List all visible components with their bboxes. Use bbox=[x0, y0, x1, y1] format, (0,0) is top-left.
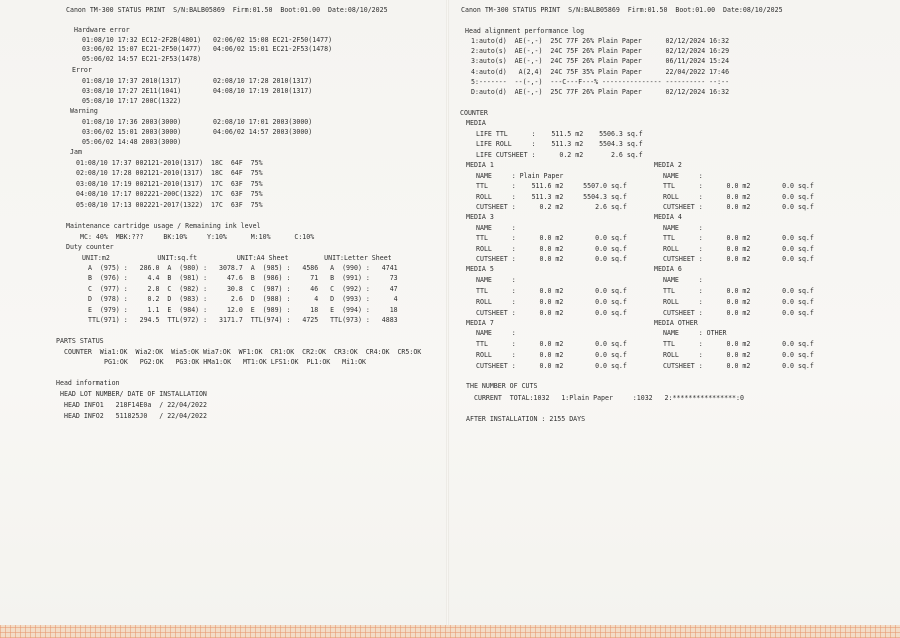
duty-counter-row: A (975) : 286.0 A (980) : 3078.7 A (985) : 4586 A (990) : 4741 bbox=[88, 264, 398, 272]
media-block-line: CUTSHEET : 0.0 m2 0.0 sq.f bbox=[476, 362, 627, 370]
error-line: 05:08/10 17:17 200C(1322) bbox=[82, 97, 182, 105]
error-title: Error bbox=[72, 66, 92, 74]
head-alignment-line: 5:------- --(-,-) ---C---F---% --------------- ---------- --:-- bbox=[471, 78, 730, 86]
media-block-title: MEDIA 3 bbox=[466, 213, 494, 221]
parts-status-title: PARTS STATUS bbox=[56, 337, 104, 345]
media-block-line: CUTSHEET : 0.0 m2 0.0 sq.f bbox=[663, 362, 814, 370]
left-page-header: Canon TM-300 STATUS PRINT S/N:BALB05869 Firm:01.50 Boot:01.00 Date:08/10/2025 bbox=[66, 6, 388, 14]
maintenance-line: MC: 40% MBK:??? BK:10% Y:10% M:10% C:10% bbox=[80, 233, 315, 241]
media-block-title: MEDIA 7 bbox=[466, 319, 494, 327]
duty-counter-header: UNIT:m2 UNIT:sq.ft UNIT:A4 Sheet UNIT:Letter Sheet bbox=[82, 254, 392, 262]
media-block-line: NAME : bbox=[663, 276, 703, 284]
hardware-error-line: 01:08/10 17:32 EC12-2F2B(4801) 02:06/02 15:08 EC21-2F50(1477) bbox=[82, 36, 333, 44]
duty-counter-row: D (978) : 0.2 D (983) : 2.6 D (988) : 4 D (993) : 4 bbox=[88, 295, 398, 303]
parts-status-line: COUNTER Wia1:OK Wia2:OK Wia5:OK Wia7:OK WF1:OK CR1:OK CR2:OK CR3:OK CR4:OK CR5:OK bbox=[64, 348, 422, 356]
media-block-line: NAME : bbox=[663, 172, 703, 180]
graph-paper-strip bbox=[0, 625, 900, 638]
media-block-line: TTL : 511.6 m2 5507.0 sq.f bbox=[476, 182, 627, 190]
media-block-line: TTL : 0.0 m2 0.0 sq.f bbox=[663, 234, 814, 242]
hardware-error-title: Hardware error bbox=[74, 26, 130, 34]
media-block-line: NAME : OTHER bbox=[663, 329, 727, 337]
media-block-title: MEDIA 1 bbox=[466, 161, 494, 169]
media-block-line: TTL : 0.0 m2 0.0 sq.f bbox=[663, 287, 814, 295]
media-block-line: CUTSHEET : 0.2 m2 2.6 sq.f bbox=[476, 203, 627, 211]
cuts-title: THE NUMBER OF CUTS bbox=[466, 382, 538, 390]
media-block-title: MEDIA 2 bbox=[654, 161, 682, 169]
head-alignment-title: Head alignment performance log bbox=[465, 27, 585, 35]
jam-title: Jam bbox=[70, 148, 82, 156]
media-block-line: ROLL : 0.0 m2 0.0 sq.f bbox=[476, 351, 627, 359]
media-block-line: NAME : bbox=[663, 224, 703, 232]
media-block-line: TTL : 0.0 m2 0.0 sq.f bbox=[476, 340, 627, 348]
media-block-line: TTL : 0.0 m2 0.0 sq.f bbox=[663, 182, 814, 190]
head-info-title: Head information bbox=[56, 379, 120, 387]
head-info-line: HEAD INFO1 218F14E0a / 22/04/2022 bbox=[64, 401, 207, 409]
left-status-page bbox=[0, 0, 447, 626]
jam-line: 02:08/10 17:28 002121-2010(1317) 18C 64F 75% bbox=[76, 169, 263, 177]
jam-line: 05:08/10 17:13 002221-2017(1322) 17C 63F 75% bbox=[76, 201, 263, 209]
media-block-line: CUTSHEET : 0.0 m2 0.0 sq.f bbox=[476, 309, 627, 317]
head-alignment-line: 3:auto(s) AE(-,-) 24C 75F 26% Plain Paper 06/11/2024 15:24 bbox=[471, 57, 730, 65]
counter-title: COUNTER bbox=[460, 109, 488, 117]
error-line: 03:08/10 17:27 2E11(1041) 04:08/10 17:19 2010(1317) bbox=[82, 87, 313, 95]
duty-counter-title: Duty counter bbox=[66, 243, 114, 251]
media-block-line: TTL : 0.0 m2 0.0 sq.f bbox=[476, 234, 627, 242]
media-block-title: MEDIA 6 bbox=[654, 265, 682, 273]
media-block-title: MEDIA OTHER bbox=[654, 319, 698, 327]
counter-media-label: MEDIA bbox=[466, 119, 486, 127]
head-alignment-line: 2:auto(s) AE(-,-) 24C 75F 26% Plain Paper 02/12/2024 16:29 bbox=[471, 47, 730, 55]
media-block-line: NAME : bbox=[476, 224, 516, 232]
head-info-line: HEAD LOT NUMBER/ DATE OF INSTALLATION bbox=[60, 390, 207, 398]
warning-title: Warning bbox=[70, 107, 98, 115]
media-block-line: NAME : Plain Paper bbox=[476, 172, 564, 180]
media-block-line: ROLL : 0.0 m2 0.0 sq.f bbox=[663, 245, 814, 253]
media-block-line: CUTSHEET : 0.0 m2 0.0 sq.f bbox=[663, 255, 814, 263]
maintenance-title: Maintenance cartridge usage / Remaining ink level bbox=[66, 222, 261, 230]
warning-line: 01:08/10 17:36 2003(3000) 02:08/10 17:01 2003(3000) bbox=[82, 118, 313, 126]
media-block-line: CUTSHEET : 0.0 m2 0.0 sq.f bbox=[663, 203, 814, 211]
right-status-page bbox=[449, 0, 900, 626]
duty-counter-row: TTL(971) : 294.5 TTL(972) : 3171.7 TTL(974) : 4725 TTL(973) : 4883 bbox=[88, 316, 398, 324]
media-block-title: MEDIA 5 bbox=[466, 265, 494, 273]
cuts-line: CURRENT TOTAL:1032 1:Plain Paper :1032 2:****************:0 bbox=[474, 394, 744, 402]
jam-line: 03:08/10 17:19 002121-2010(1317) 17C 63F 75% bbox=[76, 180, 263, 188]
media-block-line: ROLL : 0.0 m2 0.0 sq.f bbox=[663, 298, 814, 306]
media-block-line: ROLL : 511.3 m2 5504.3 sq.f bbox=[476, 193, 627, 201]
media-block-line: TTL : 0.0 m2 0.0 sq.f bbox=[476, 287, 627, 295]
after-installation: AFTER INSTALLATION : 2155 DAYS bbox=[466, 415, 586, 423]
media-block-line: TTL : 0.0 m2 0.0 sq.f bbox=[663, 340, 814, 348]
media-block-line: ROLL : 0.0 m2 0.0 sq.f bbox=[663, 193, 814, 201]
jam-line: 04:08/10 17:17 002221-200C(1322) 17C 63F 75% bbox=[76, 190, 263, 198]
life-counter-line: LIFE TTL : 511.5 m2 5506.3 sq.f bbox=[476, 130, 643, 138]
media-block-line: ROLL : 0.0 m2 0.0 sq.f bbox=[476, 298, 627, 306]
warning-line: 03:06/02 15:01 2003(3000) 04:06/02 14:57 2003(3000) bbox=[82, 128, 313, 136]
right-page-header: Canon TM-300 STATUS PRINT S/N:BALB05869 Firm:01.50 Boot:01.00 Date:08/10/2025 bbox=[461, 6, 783, 14]
media-block-line: CUTSHEET : 0.0 m2 0.0 sq.f bbox=[476, 255, 627, 263]
media-block-line: ROLL : 0.0 m2 0.0 sq.f bbox=[476, 245, 627, 253]
media-block-line: NAME : bbox=[476, 276, 516, 284]
warning-line: 05:06/02 14:48 2003(3000) bbox=[82, 138, 182, 146]
duty-counter-row: C (977) : 2.8 C (982) : 30.8 C (987) : 46 C (992) : 47 bbox=[88, 285, 398, 293]
life-counter-line: LIFE CUTSHEET : 0.2 m2 2.6 sq.f bbox=[476, 151, 643, 159]
media-block-line: CUTSHEET : 0.0 m2 0.0 sq.f bbox=[663, 309, 814, 317]
media-block-line: NAME : bbox=[476, 329, 516, 337]
error-line: 01:08/10 17:37 2010(1317) 02:08/10 17:28 2010(1317) bbox=[82, 77, 313, 85]
head-alignment-line: 4:auto(d) A(2,4) 24C 75F 35% Plain Paper 22/04/2022 17:46 bbox=[471, 68, 730, 76]
jam-line: 01:08/10 17:37 002121-2010(1317) 18C 64F 75% bbox=[76, 159, 263, 167]
life-counter-line: LIFE ROLL : 511.3 m2 5504.3 sq.f bbox=[476, 140, 643, 148]
parts-status-line: PG1:OK PG2:OK PG3:OK HMa1:OK MT1:OK LFS1:OK PL1:OK Mi1:OK bbox=[104, 358, 367, 366]
duty-counter-row: B (976) : 4.4 B (981) : 47.6 B (986) : 71 B (991) : 73 bbox=[88, 274, 398, 282]
hardware-error-line: 05:06/02 14:57 EC21-2F53(1478) bbox=[82, 55, 202, 63]
head-alignment-line: D:auto(d) AE(-,-) 25C 77F 26% Plain Paper 02/12/2024 16:32 bbox=[471, 88, 730, 96]
media-block-title: MEDIA 4 bbox=[654, 213, 682, 221]
head-info-line: HEAD INFO2 511825J0 / 22/04/2022 bbox=[64, 412, 207, 420]
hardware-error-line: 03:06/02 15:07 EC21-2F50(1477) 04:06/02 15:01 EC21-2F53(1478) bbox=[82, 45, 333, 53]
media-block-line: ROLL : 0.0 m2 0.0 sq.f bbox=[663, 351, 814, 359]
duty-counter-row: E (979) : 1.1 E (984) : 12.0 E (989) : 18 E (994) : 18 bbox=[88, 306, 398, 314]
head-alignment-line: 1:auto(d) AE(-,-) 25C 77F 26% Plain Paper 02/12/2024 16:32 bbox=[471, 37, 730, 45]
